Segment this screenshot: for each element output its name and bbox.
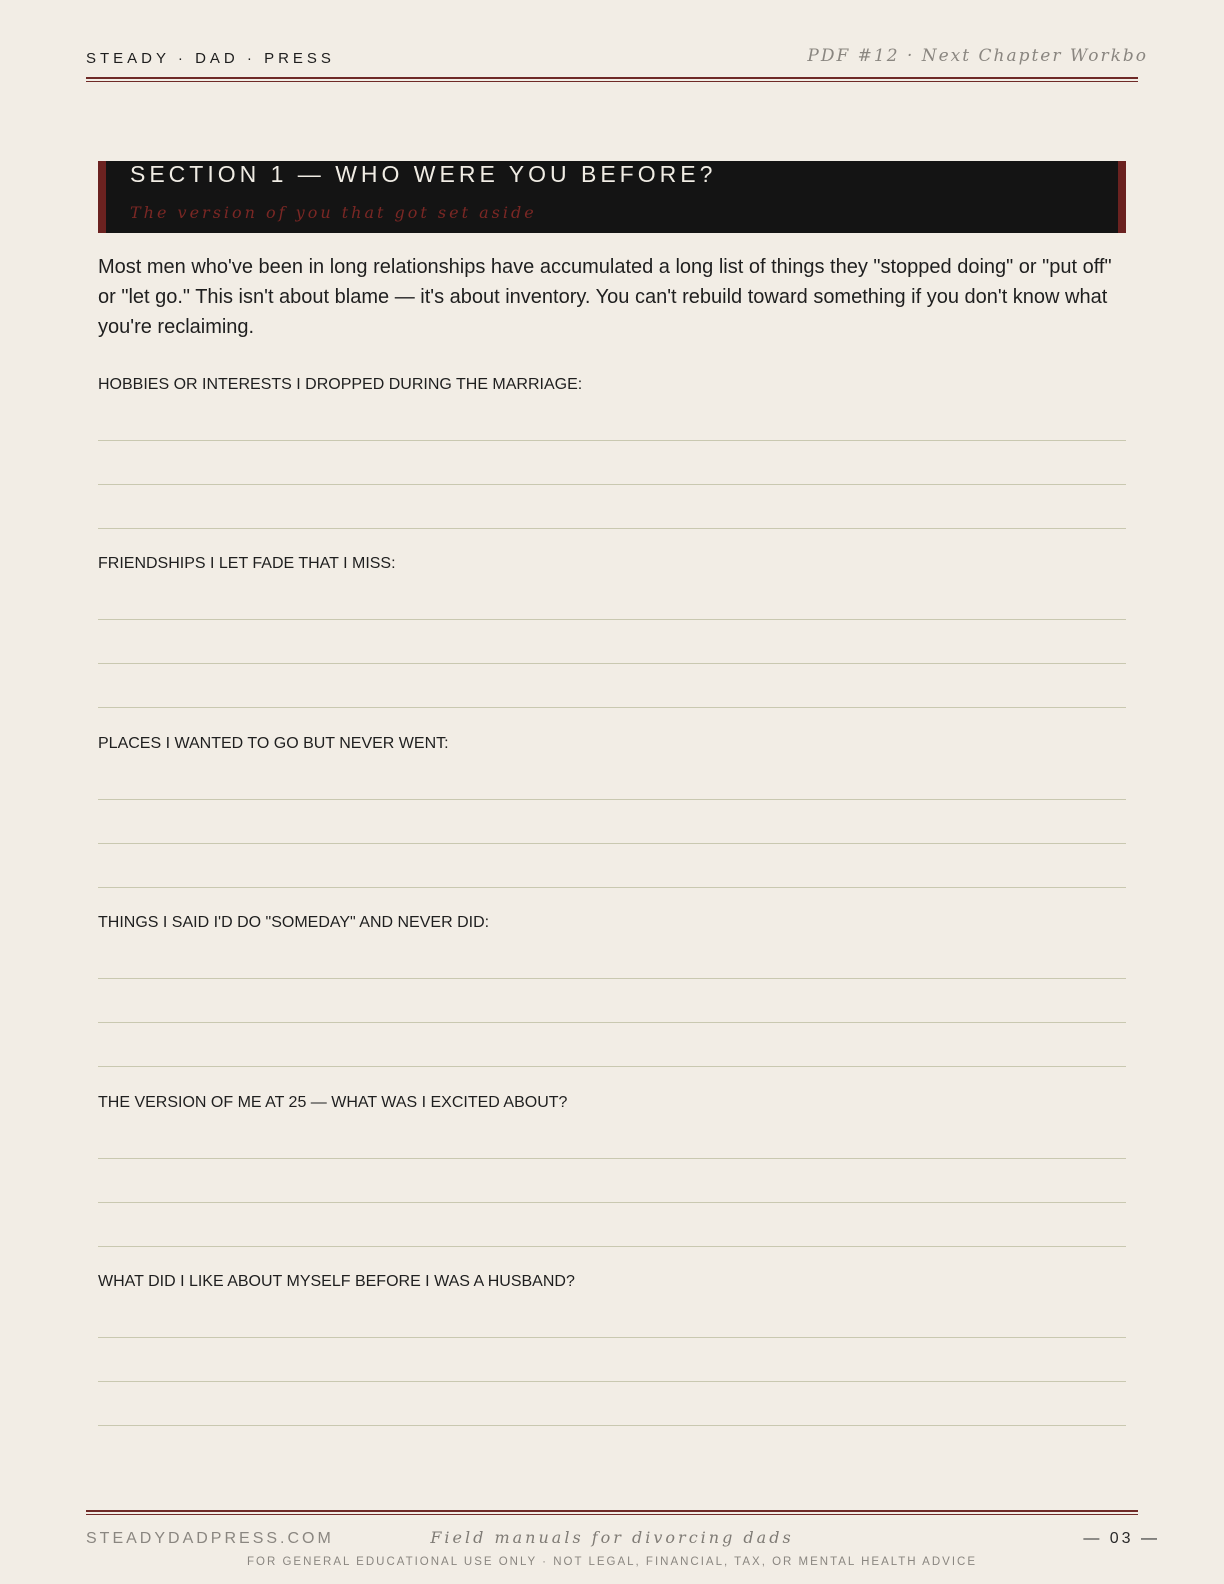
prompt-label: PLACES I WANTED TO GO BUT NEVER WENT: [98, 735, 449, 752]
intro-paragraph: Most men who've been in long relationships have accumulated a long list of things they "stopped doing" or "put off" or "let go." This isn't about blame — it's about inventory. You can't rebuild toward something if you don't know what you're reclaiming. [98, 256, 1112, 338]
prompt-age-25 [98, 1093, 1126, 1113]
prompt-hobbies [98, 375, 1126, 395]
write-line[interactable] [98, 1202, 1126, 1203]
prompt-label: THE VERSION OF ME AT 25 — WHAT WAS I EXCITED ABOUT? [98, 1094, 568, 1111]
write-line[interactable] [98, 1158, 1126, 1159]
page-footer [86, 1510, 1160, 1570]
section-subtitle: The version of you that got set aside [130, 203, 537, 222]
page-number: — 03 — [1083, 1530, 1160, 1547]
brand-name: STEADY · DAD · PRESS [86, 50, 335, 67]
write-line[interactable] [98, 1246, 1126, 1247]
prompt-before-husband [98, 1272, 1126, 1292]
prompt-label: FRIENDSHIPS I LET FADE THAT I MISS: [98, 555, 396, 572]
prompt-places [98, 734, 1126, 754]
write-line[interactable] [98, 1381, 1126, 1382]
prompt-friendships [98, 554, 1126, 574]
prompt-label: HOBBIES OR INTERESTS I DROPPED DURING THE MARRIAGE: [98, 376, 583, 393]
prompt-label: THINGS I SAID I'D DO "SOMEDAY" AND NEVER DID: [98, 914, 490, 931]
write-line[interactable] [98, 484, 1126, 485]
section-banner [98, 161, 1126, 233]
footer-rule [86, 1510, 1138, 1512]
prompt-someday [98, 913, 1126, 933]
write-line[interactable] [98, 1425, 1126, 1426]
write-line[interactable] [98, 528, 1126, 529]
write-line[interactable] [98, 663, 1126, 664]
footer-rule-thin [86, 1514, 1138, 1515]
document-label: PDF #12 · Next Chapter Workbo [807, 46, 1148, 66]
running-header [86, 46, 1148, 82]
prompt-label: WHAT DID I LIKE ABOUT MYSELF BEFORE I WAS A HUSBAND? [98, 1273, 575, 1290]
write-line[interactable] [98, 707, 1126, 708]
write-line[interactable] [98, 440, 1126, 441]
write-line[interactable] [98, 799, 1126, 800]
write-line[interactable] [98, 1337, 1126, 1338]
write-line[interactable] [98, 1066, 1126, 1067]
section-title: SECTION 1 — WHO WERE YOU BEFORE? [130, 161, 717, 187]
write-line[interactable] [98, 887, 1126, 888]
footer-tagline: Field manuals for divorcing dads [430, 1528, 794, 1547]
footer-disclaimer: FOR GENERAL EDUCATIONAL USE ONLY · NOT LEGAL, FINANCIAL, TAX, OR MENTAL HEALTH ADVICE [246, 1556, 977, 1568]
header-rule [86, 77, 1138, 79]
write-line[interactable] [98, 978, 1126, 979]
website-url: STEADYDADPRESS.COM [86, 1530, 334, 1547]
write-line[interactable] [98, 1022, 1126, 1023]
write-line[interactable] [98, 843, 1126, 844]
write-line[interactable] [98, 619, 1126, 620]
header-rule-thin [86, 81, 1138, 82]
